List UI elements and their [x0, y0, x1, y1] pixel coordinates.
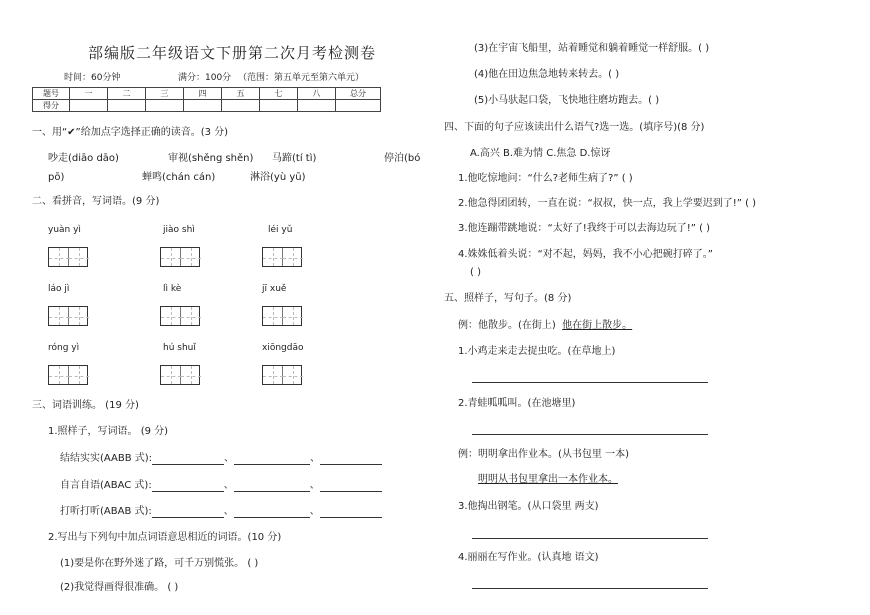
- score-cell: 得分: [33, 100, 70, 112]
- separator: 、: [223, 506, 234, 517]
- score-cell: 八: [298, 88, 336, 100]
- s3-q2: (2)我觉得画得很准确。 ( ): [60, 582, 179, 593]
- pinyin-label: lì kè: [163, 284, 182, 294]
- separator: 、: [223, 480, 234, 491]
- writing-grid[interactable]: [48, 247, 88, 267]
- s5-example-1-answer: 他在街上散步。: [562, 320, 633, 331]
- writing-grid[interactable]: [160, 365, 200, 385]
- s5-q1: 1.小鸡走来走去捉虫吃。(在草地上): [458, 346, 616, 357]
- score-table-header-row: [33, 88, 381, 100]
- s5-example-2: 例：明明拿出作业本。(从书包里 一本): [458, 449, 629, 460]
- section-2-heading: 二、看拼音，写词语。(9 分): [32, 196, 160, 207]
- score-cell: 题号: [33, 88, 70, 100]
- exam-total-score: 满分：100分: [178, 73, 232, 83]
- aabb-label: 结结实实(AABB 式):: [60, 453, 153, 464]
- s1-item: 吵走(diāo dāo): [48, 153, 119, 164]
- score-input-cell[interactable]: [184, 100, 222, 112]
- s5-example-2-answer: 明明从书包里拿出一本作业本。: [478, 474, 618, 485]
- exam-scope: （范围：第五单元至第六单元）: [238, 73, 365, 83]
- s3-q3: (3)在宇宙飞船里，站着睡觉和躺着睡觉一样舒服。( ): [474, 43, 710, 54]
- answer-blank[interactable]: [320, 517, 382, 518]
- answer-line[interactable]: [472, 382, 708, 383]
- separator: 、: [224, 453, 235, 464]
- answer-line[interactable]: [472, 434, 708, 435]
- pinyin-label: xiōngdāo: [262, 343, 304, 353]
- s4-q1: 1.他吃惊地问：“什么?老师生病了?” ( ): [458, 173, 633, 184]
- answer-line[interactable]: [472, 588, 708, 589]
- s4-q2: 2.他急得团团转，一直在说：“叔叔，快一点，我上学要迟到了!” ( ): [458, 198, 757, 209]
- section-5-heading: 五、照样子，写句子。(8 分): [444, 293, 572, 304]
- score-cell: 一: [70, 88, 108, 100]
- answer-blank[interactable]: [234, 517, 310, 518]
- separator: 、: [310, 453, 321, 464]
- separator: 、: [309, 506, 320, 517]
- s5-q3: 3.他掏出钢笔。(从口袋里 两支): [458, 501, 599, 512]
- s3-sub1: 1.照样子，写词语。 (9 分): [48, 426, 169, 437]
- score-table-score-row: [33, 100, 381, 112]
- s5-q2: 2.青蛙呱呱叫。(在池塘里): [458, 398, 576, 409]
- pinyin-label: jiào shì: [163, 225, 195, 235]
- s1-item: pō): [48, 172, 65, 183]
- abab-label: 打听打听(ABAB 式):: [60, 506, 152, 517]
- s1-item: 蝉鸣(chán cán): [142, 172, 216, 183]
- s3-q4: (4)他在田边焦急地转来转去。( ): [474, 69, 620, 80]
- score-input-cell[interactable]: [222, 100, 260, 112]
- score-input-cell[interactable]: [336, 100, 381, 112]
- writing-grid[interactable]: [48, 365, 88, 385]
- score-cell: 七: [260, 88, 298, 100]
- s3-q1: (1)要是你在野外迷了路，可千万别慌张。 ( ): [60, 558, 259, 569]
- s1-item: 审视(shěng shěn): [168, 153, 254, 164]
- answer-blank[interactable]: [152, 464, 224, 465]
- abac-row: [60, 480, 382, 492]
- pinyin-label: yuàn yì: [48, 225, 81, 235]
- pinyin-label: hú shuǐ: [163, 343, 196, 353]
- writing-grid[interactable]: [262, 306, 302, 326]
- writing-grid[interactable]: [262, 365, 302, 385]
- score-cell: 总分: [336, 88, 381, 100]
- exam-title: 部编版二年级语文下册第二次月考检测卷: [88, 44, 377, 62]
- s3-q5: (5)小马驮起口袋，飞快地往磨坊跑去。( ): [474, 95, 660, 106]
- answer-blank[interactable]: [152, 491, 224, 492]
- score-table: [32, 87, 381, 112]
- answer-blank[interactable]: [152, 517, 224, 518]
- abac-label: 自言自语(ABAC 式):: [60, 480, 152, 491]
- s5-example-1: [458, 320, 632, 332]
- s1-item: 淋浴(yù yū): [250, 172, 306, 183]
- exam-time: 时间：60分钟: [64, 73, 121, 83]
- writing-grid[interactable]: [160, 247, 200, 267]
- section-1-heading: 一、用“✔”给加点字选择正确的读音。(3 分): [32, 127, 229, 138]
- score-input-cell[interactable]: [298, 100, 336, 112]
- score-cell: 二: [108, 88, 146, 100]
- s3-sub2: 2.写出与下列句中加点词语意思相近的词语。(10 分): [48, 532, 282, 543]
- writing-grid[interactable]: [160, 306, 200, 326]
- separator: 、: [309, 480, 320, 491]
- pinyin-label: jī xuě: [262, 284, 287, 294]
- answer-blank[interactable]: [234, 464, 310, 465]
- score-cell: 五: [222, 88, 260, 100]
- answer-line[interactable]: [472, 538, 708, 539]
- answer-blank[interactable]: [320, 491, 382, 492]
- writing-grid[interactable]: [48, 306, 88, 326]
- score-cell: 四: [184, 88, 222, 100]
- pinyin-label: róng yì: [48, 343, 80, 353]
- aabb-row: [60, 453, 382, 465]
- s4-q4-answer: ( ): [470, 267, 481, 278]
- s5-example-1-prompt: 例：他散步。(在街上): [458, 320, 556, 331]
- s5-q4: 4.丽丽在写作业。(认真地 语文): [458, 552, 599, 563]
- score-input-cell[interactable]: [108, 100, 146, 112]
- answer-blank[interactable]: [320, 464, 382, 465]
- pinyin-label: láo jì: [48, 284, 70, 294]
- abab-row: [60, 506, 382, 518]
- s4-q3: 3.他连蹦带跳地说：“太好了!我终于可以去海边玩了!” ( ): [458, 223, 711, 234]
- s1-item: 马蹄(tí tì): [272, 153, 317, 164]
- pinyin-label: léi yǔ: [268, 225, 293, 235]
- score-cell: 三: [146, 88, 184, 100]
- section-3-heading: 三、词语训练。 (19 分): [32, 400, 139, 411]
- answer-blank[interactable]: [234, 491, 310, 492]
- writing-grid[interactable]: [262, 247, 302, 267]
- score-input-cell[interactable]: [70, 100, 108, 112]
- score-input-cell[interactable]: [260, 100, 298, 112]
- section-4-heading: 四、下面的句子应该读出什么语气?选一选。(填序号)(8 分): [444, 122, 705, 133]
- s1-item: 停泊(bó: [384, 153, 421, 164]
- score-input-cell[interactable]: [146, 100, 184, 112]
- s4-q4: 4.姝姝低着头说：“对不起，妈妈，我不小心把碗打碎了。”: [458, 249, 713, 260]
- s4-options: A.高兴 B.难为情 C.焦急 D.惊讶: [470, 148, 611, 159]
